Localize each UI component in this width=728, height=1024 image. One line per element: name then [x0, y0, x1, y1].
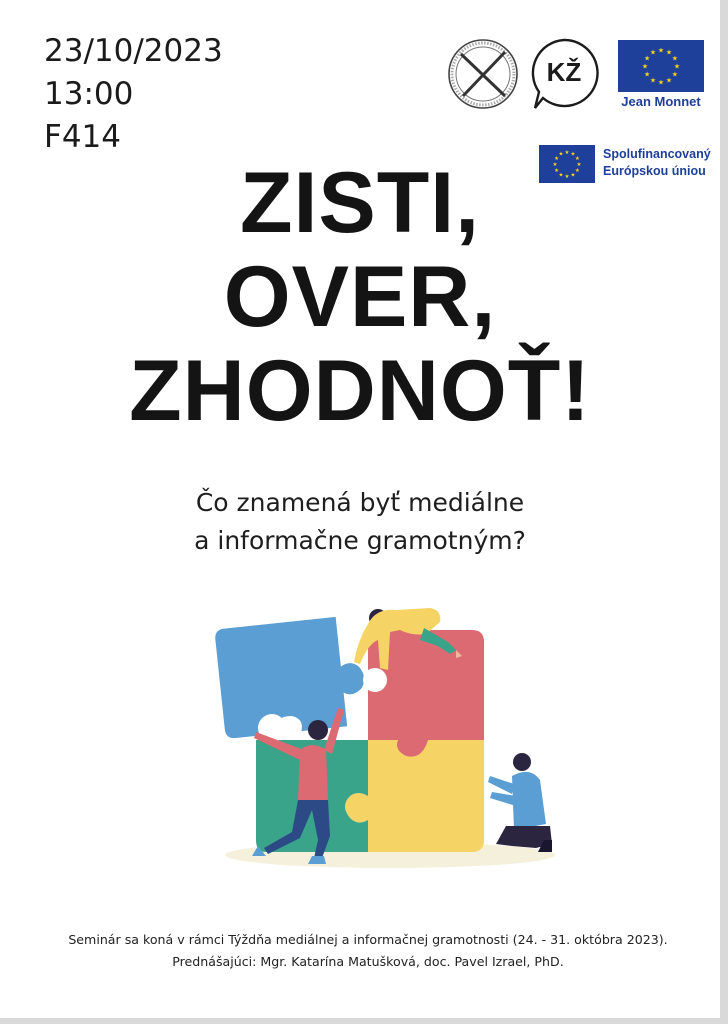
eu-star-icon: ★ [649, 77, 657, 85]
event-room: F414 [44, 119, 122, 155]
eu-star-icon: ★ [574, 167, 580, 174]
puzzle-teamwork-illustration [200, 600, 570, 880]
eu-cofunded-line2: Európskou úniou [603, 164, 706, 178]
eu-star-icon: ★ [649, 49, 657, 57]
footer-line1: Seminár sa koná v rámci Týždňa mediálnej a informačnej gramotnosti (24. - 31. októbra 2023). [68, 932, 668, 947]
headline-line3: ZHODNOŤ! [129, 343, 591, 439]
event-time: 13:00 [44, 76, 134, 112]
eu-star-icon: ★ [564, 149, 570, 156]
eu-star-icon: ★ [665, 77, 673, 85]
eu-star-icon: ★ [558, 151, 564, 158]
subtitle-line1: Čo znamená byť mediálne [195, 488, 525, 517]
headline-line2: OVER, [223, 249, 497, 345]
kz-logo-text: KŽ [546, 57, 582, 87]
subtitle-line2: a informačne gramotným? [194, 526, 526, 555]
eu-star-icon: ★ [641, 63, 649, 71]
eu-cofunded-line1: Spolufinancovaný [603, 147, 711, 161]
footer-line2: Prednášajúci: Mgr. Katarína Matušková, doc. Pavel Izrael, PhD. [172, 954, 564, 969]
eu-star-icon: ★ [657, 79, 665, 87]
eu-star-icon: ★ [570, 172, 576, 179]
event-date: 23/10/2023 [44, 33, 223, 69]
kz-logo [529, 38, 599, 112]
event-info [44, 30, 223, 159]
eu-star-icon: ★ [644, 55, 651, 63]
eu-star-icon: ★ [671, 71, 678, 79]
jean-monnet-label: Jean Monnet [621, 94, 701, 109]
headline-line1: ZISTI, [239, 155, 481, 251]
eu-star-icon: ★ [657, 47, 665, 55]
eu-star-icon: ★ [576, 161, 582, 168]
jean-monnet-logo [616, 40, 706, 110]
eu-star-icon: ★ [564, 173, 570, 180]
eu-flag-icon [618, 40, 704, 92]
eu-star-icon: ★ [644, 71, 651, 79]
person-kneeling [488, 753, 552, 852]
eu-star-icon: ★ [570, 151, 576, 158]
puzzle-piece-blue [214, 615, 369, 739]
eu-star-icon: ★ [554, 155, 560, 162]
eu-star-icon: ★ [671, 55, 678, 63]
eu-star-icon: ★ [665, 49, 673, 57]
eu-star-icon: ★ [558, 172, 564, 179]
faculty-seal-logo [447, 38, 519, 110]
puzzle-knob-hole [363, 668, 387, 692]
eu-star-icon: ★ [574, 155, 580, 162]
eu-star-icon: ★ [554, 167, 560, 174]
footer-note [0, 929, 728, 973]
eu-star-icon: ★ [673, 63, 681, 71]
eu-star-icon: ★ [552, 161, 558, 168]
subtitle [0, 484, 720, 560]
